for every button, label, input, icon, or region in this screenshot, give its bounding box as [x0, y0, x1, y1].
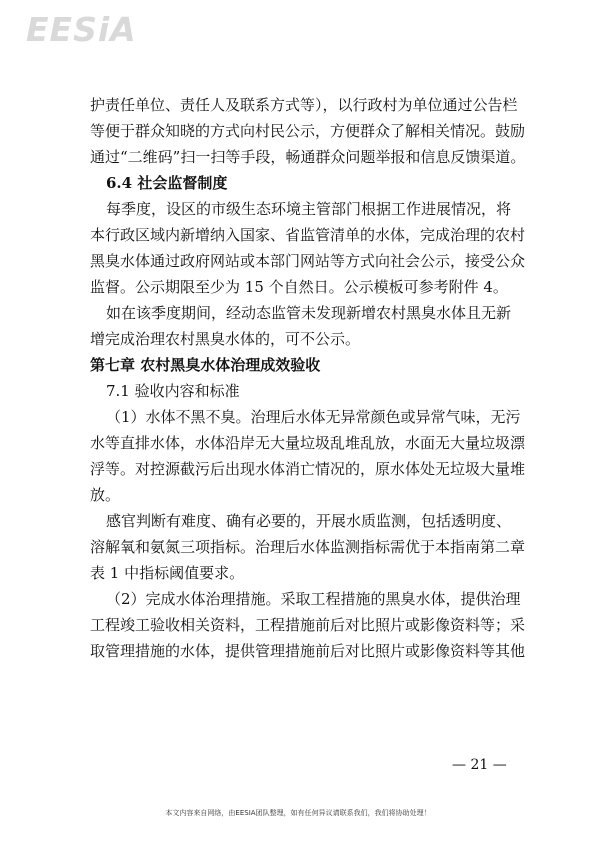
- section-heading-6-4: 6.4 社会监督制度: [106, 174, 228, 192]
- paragraph-line: 增完成治理农村黑臭水体的，可不公示。: [90, 330, 361, 348]
- paragraph-line: 每季度，设区的市级生态环境主管部门根据工作进展情况，将: [106, 200, 512, 218]
- paragraph-line: 工程竣工验收相关资料，工程措施前后对比照片或影像资料等；采: [90, 616, 526, 634]
- page-number: — 21 —: [452, 757, 507, 773]
- paragraph-line: 通过“二维码”扫一扫等手段，畅通群众问题举报和信息反馈渠道。: [90, 148, 526, 166]
- paragraph-line: 如在该季度期间，经动态监管未发现新增农村黑臭水体且无新: [106, 304, 512, 322]
- paragraph-line: 本行政区域内新增纳入国家、省监管清单的水体，完成治理的农村: [90, 226, 526, 244]
- paragraph-line: 浮等。对控源截污后出现水体消亡情况的，原水体处无垃圾大量堆: [90, 460, 526, 478]
- paragraph-line: 监督。公示期限至少为 15 个自然日。公示模板可参考附件 4。: [90, 278, 508, 296]
- paragraph-line: 黑臭水体通过政府网站或本部门网站等方式向社会公示，接受公众: [90, 252, 526, 270]
- eesia-logo: EESiA: [26, 10, 137, 49]
- paragraph-line: 取管理措施的水体，提供管理措施前后对比照片或影像资料等其他: [90, 642, 526, 660]
- paragraph-line: 溶解氧和氨氮三项指标。治理后水体监测指标需优于本指南第二章: [90, 538, 526, 556]
- section-heading-7-1: 7.1 验收内容和标准: [106, 382, 240, 400]
- paragraph-line: 表 1 中指标阈值要求。: [90, 564, 245, 582]
- paragraph-line: 放。: [90, 486, 121, 504]
- paragraph-line: （2）完成水体治理措施。采取工程措施的黑臭水体，提供治理: [106, 590, 521, 608]
- chapter-heading: 第七章 农村黑臭水体治理成效验收: [90, 356, 321, 374]
- document-body: [90, 92, 526, 664]
- paragraph-line: 护责任单位、责任人及联系方式等），以行政村为单位通过公告栏: [90, 96, 518, 114]
- footer-note: 本文内容来自网络，由EESIA团队整理，如有任何异议请联系我们，我们将协助处理！: [165, 809, 431, 817]
- paragraph-line: （1）水体不黑不臭。治理后水体无异常颜色或异常气味，无污: [106, 408, 521, 426]
- paragraph-line: 感官判断有难度、确有必要的，开展水质监测，包括透明度、: [106, 512, 512, 530]
- paragraph-line: 等便于群众知晓的方式向村民公示，方便群众了解相关情况。鼓励: [90, 122, 526, 140]
- paragraph-line: 水等直排水体，水体沿岸无大量垃圾乱堆乱放，水面无大量垃圾漂: [90, 434, 526, 452]
